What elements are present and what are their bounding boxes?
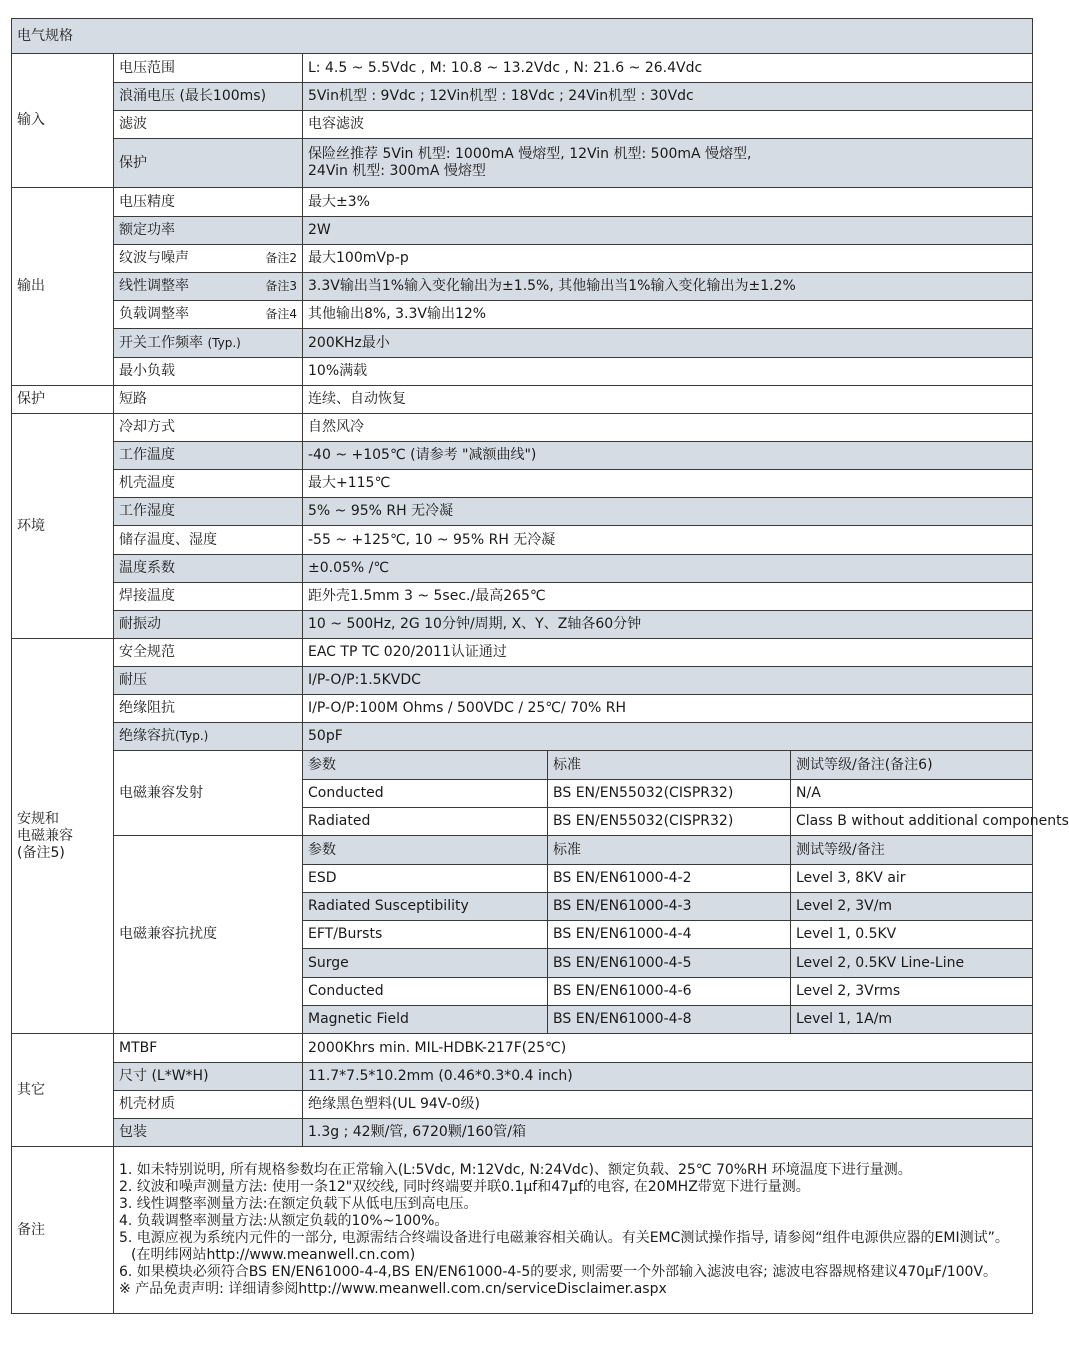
value-cooling: 自然风冷 bbox=[303, 414, 1033, 442]
safety-emc-category-line-1: 安规和 bbox=[17, 810, 59, 827]
ripple-noise-label-text: 纹波与噪声 bbox=[119, 250, 189, 266]
category-safety-emc bbox=[12, 639, 114, 1034]
value-case-temp: 最大+115℃ bbox=[303, 470, 1033, 498]
note-line: 2. 纹波和噪声测量方法: 使用一条12"双绞线, 同时终端要并联0.1μf和47μf的电容, 在20MHZ带宽下进行量测。 bbox=[119, 1179, 810, 1195]
label-packing: 包装 bbox=[114, 1119, 303, 1147]
note-line: 5. 电源应视为系统内元件的一部分, 电源需结合终端设备进行电磁兼容相关确认。有关EMC测试操作指导, 请参阅“组件电源供应器的EMI测试”。 bbox=[119, 1230, 1009, 1246]
label-input-protection: 保护 bbox=[114, 139, 303, 188]
line-regulation-note: 备注3 bbox=[265, 279, 297, 293]
label-min-load: 最小负载 bbox=[114, 358, 303, 386]
value-voltage-accuracy: 最大±3% bbox=[303, 188, 1033, 217]
immunity-param: Magnetic Field bbox=[303, 1006, 548, 1034]
section-title: 电气规格 bbox=[12, 19, 1033, 54]
immunity-header-standard: 标准 bbox=[548, 836, 791, 865]
label-emc-immunity: 电磁兼容抗扰度 bbox=[114, 836, 303, 1034]
value-voltage-range: L: 4.5 ~ 5.5Vdc , M: 10.8 ~ 13.2Vdc , N: 21.6 ~ 26.4Vdc bbox=[303, 54, 1033, 83]
immunity-standard: BS EN/EN61000-4-8 bbox=[548, 1006, 791, 1034]
label-case-material: 机壳材质 bbox=[114, 1091, 303, 1119]
notes-content bbox=[114, 1147, 1033, 1314]
immunity-param: ESD bbox=[303, 865, 548, 893]
immunity-header-param: 参数 bbox=[303, 836, 548, 865]
value-inrush-voltage: 5Vin机型 : 9Vdc ; 12Vin机型 : 18Vdc ; 24Vin机型 : 30Vdc bbox=[303, 83, 1033, 111]
input-protection-line-2: 24Vin 机型: 300mA 慢熔型 bbox=[308, 163, 486, 179]
label-emc-emission: 电磁兼容发射 bbox=[114, 751, 303, 836]
load-regulation-label-text: 负载调整率 bbox=[119, 306, 189, 322]
note-line: 1. 如未特别说明, 所有规格参数均在正常输入(L:5Vdc, M:12Vdc, N:24Vdc)、额定负载、25℃ 70%RH 环境温度下进行量测。 bbox=[119, 1162, 912, 1178]
value-input-protection bbox=[303, 139, 1033, 188]
label-ripple-noise bbox=[114, 245, 303, 273]
value-working-humidity: 5% ~ 95% RH 无冷凝 bbox=[303, 498, 1033, 526]
safety-emc-category-line-2: 电磁兼容 bbox=[17, 827, 73, 844]
value-dimension: 11.7*7.5*10.2mm (0.46*0.3*0.4 inch) bbox=[303, 1063, 1033, 1091]
value-filter: 电容滤波 bbox=[303, 111, 1033, 139]
value-packing: 1.3g ; 42颗/管, 6720颗/160管/箱 bbox=[303, 1119, 1033, 1147]
category-protection: 保护 bbox=[12, 386, 114, 414]
value-ripple-noise: 最大100mVp-p bbox=[303, 245, 1033, 273]
emission-header-param: 参数 bbox=[303, 751, 548, 780]
value-working-temp: -40 ~ +105℃ (请参考 "减额曲线") bbox=[303, 442, 1033, 470]
label-isolation-resistance: 绝缘阻抗 bbox=[114, 695, 303, 723]
emission-level: N/A bbox=[791, 780, 1033, 808]
value-isolation-resistance: I/P-O/P:100M Ohms / 500VDC / 25℃/ 70% RH bbox=[303, 695, 1033, 723]
category-environment: 环境 bbox=[12, 414, 114, 639]
immunity-param: Surge bbox=[303, 949, 548, 978]
immunity-level: Level 1, 1A/m bbox=[791, 1006, 1033, 1034]
immunity-param: Conducted bbox=[303, 978, 548, 1006]
emission-level: Class B without additional components bbox=[791, 808, 1033, 836]
immunity-standard: BS EN/EN61000-4-5 bbox=[548, 949, 791, 978]
safety-emc-category-line-3: (备注5) bbox=[17, 844, 65, 861]
label-cooling: 冷却方式 bbox=[114, 414, 303, 442]
value-isolation-capacitance: 50pF bbox=[303, 723, 1033, 751]
value-storage: -55 ~ +125℃, 10 ~ 95% RH 无冷凝 bbox=[303, 526, 1033, 555]
ripple-noise-note: 备注2 bbox=[265, 251, 297, 265]
value-safety-standards: EAC TP TC 020/2011认证通过 bbox=[303, 639, 1033, 667]
immunity-level: Level 2, 3Vrms bbox=[791, 978, 1033, 1006]
emission-standard: BS EN/EN55032(CISPR32) bbox=[548, 780, 791, 808]
note-line: 6. 如果模块必须符合BS EN/EN61000-4-4,BS EN/EN61000-4-5的要求, 则需要一个外部输入滤波电容; 滤波电容器规格建议470μF/100V。 bbox=[119, 1264, 998, 1280]
isolation-capacitance-typ: (Typ.) bbox=[175, 729, 209, 743]
immunity-level: Level 3, 8KV air bbox=[791, 865, 1033, 893]
spec-table bbox=[11, 18, 1069, 1314]
label-case-temp: 机壳温度 bbox=[114, 470, 303, 498]
label-dimension: 尺寸 (L*W*H) bbox=[114, 1063, 303, 1091]
label-withstand-voltage: 耐压 bbox=[114, 667, 303, 695]
note-line: 3. 线性调整率测量方法:在额定负载下从低电压到高电压。 bbox=[119, 1196, 478, 1212]
category-others: 其它 bbox=[12, 1034, 114, 1147]
emission-header-standard: 标准 bbox=[548, 751, 791, 780]
category-output: 输出 bbox=[12, 188, 114, 386]
immunity-level: Level 2, 0.5KV Line-Line bbox=[791, 949, 1033, 978]
emission-param: Radiated bbox=[303, 808, 548, 836]
label-working-temp: 工作温度 bbox=[114, 442, 303, 470]
immunity-header-level: 测试等级/备注 bbox=[791, 836, 1033, 865]
label-rated-power: 额定功率 bbox=[114, 217, 303, 245]
immunity-standard: BS EN/EN61000-4-2 bbox=[548, 865, 791, 893]
label-vibration: 耐振动 bbox=[114, 611, 303, 639]
value-soldering-temp: 距外壳1.5mm 3 ~ 5sec./最高265℃ bbox=[303, 583, 1033, 611]
immunity-level: Level 2, 3V/m bbox=[791, 893, 1033, 921]
label-line-regulation bbox=[114, 273, 303, 301]
value-mtbf: 2000Khrs min. MIL-HDBK-217F(25℃) bbox=[303, 1034, 1033, 1063]
immunity-param: EFT/Bursts bbox=[303, 921, 548, 949]
value-withstand-voltage: I/P-O/P:1.5KVDC bbox=[303, 667, 1033, 695]
input-protection-line-1: 保险丝推荐 5Vin 机型: 1000mA 慢熔型, 12Vin 机型: 500mA 慢熔型, bbox=[308, 146, 752, 162]
value-rated-power: 2W bbox=[303, 217, 1033, 245]
value-line-regulation: 3.3V输出当1%输入变化输出为±1.5%, 其他输出当1%输入变化输出为±1.2% bbox=[303, 273, 1033, 301]
label-voltage-range: 电压范围 bbox=[114, 54, 303, 83]
switching-freq-typ: (Typ.) bbox=[207, 335, 241, 350]
category-input: 输入 bbox=[12, 54, 114, 188]
immunity-standard: BS EN/EN61000-4-6 bbox=[548, 978, 791, 1006]
switching-freq-label-text: 开关工作频率 bbox=[119, 334, 203, 351]
label-storage: 储存温度、湿度 bbox=[114, 526, 303, 555]
value-switching-freq: 200KHz最小 bbox=[303, 329, 1033, 358]
label-voltage-accuracy: 电压精度 bbox=[114, 188, 303, 217]
value-load-regulation: 其他输出8%, 3.3V输出12% bbox=[303, 301, 1033, 329]
label-soldering-temp: 焊接温度 bbox=[114, 583, 303, 611]
label-safety-standards: 安全规范 bbox=[114, 639, 303, 667]
emission-param: Conducted bbox=[303, 780, 548, 808]
value-vibration: 10 ~ 500Hz, 2G 10分钟/周期, X、Y、Z轴各60分钟 bbox=[303, 611, 1033, 639]
load-regulation-note: 备注4 bbox=[265, 307, 297, 321]
label-inrush-voltage: 浪涌电压 (最长100ms) bbox=[114, 83, 303, 111]
isolation-capacitance-label-text: 绝缘容抗 bbox=[119, 728, 175, 744]
label-temp-coeff: 温度系数 bbox=[114, 555, 303, 583]
label-mtbf: MTBF bbox=[114, 1034, 303, 1063]
emission-standard: BS EN/EN55032(CISPR32) bbox=[548, 808, 791, 836]
value-short-circuit: 连续、自动恢复 bbox=[303, 386, 1033, 414]
line-regulation-label-text: 线性调整率 bbox=[119, 278, 189, 294]
immunity-level: Level 1, 0.5KV bbox=[791, 921, 1033, 949]
value-min-load: 10%满载 bbox=[303, 358, 1033, 386]
value-temp-coeff: ±0.05% /℃ bbox=[303, 555, 1033, 583]
note-line: (在明纬网站http://www.meanwell.cn.com) bbox=[131, 1247, 416, 1263]
note-line: 4. 负载调整率测量方法:从额定负载的10%~100%。 bbox=[119, 1213, 449, 1229]
emission-header-level: 测试等级/备注(备注6) bbox=[791, 751, 1033, 780]
immunity-standard: BS EN/EN61000-4-3 bbox=[548, 893, 791, 921]
label-isolation-capacitance bbox=[114, 723, 303, 751]
immunity-standard: BS EN/EN61000-4-4 bbox=[548, 921, 791, 949]
immunity-param: Radiated Susceptibility bbox=[303, 893, 548, 921]
label-filter: 滤波 bbox=[114, 111, 303, 139]
category-notes: 备注 bbox=[12, 1147, 114, 1314]
label-switching-freq bbox=[114, 329, 303, 358]
value-case-material: 绝缘黑色塑料(UL 94V-0级) bbox=[303, 1091, 1033, 1119]
label-short-circuit: 短路 bbox=[114, 386, 303, 414]
label-working-humidity: 工作湿度 bbox=[114, 498, 303, 526]
label-load-regulation bbox=[114, 301, 303, 329]
note-line: ※ 产品免责声明: 详细请参阅http://www.meanwell.com.cn/serviceDisclaimer.aspx bbox=[119, 1281, 667, 1297]
